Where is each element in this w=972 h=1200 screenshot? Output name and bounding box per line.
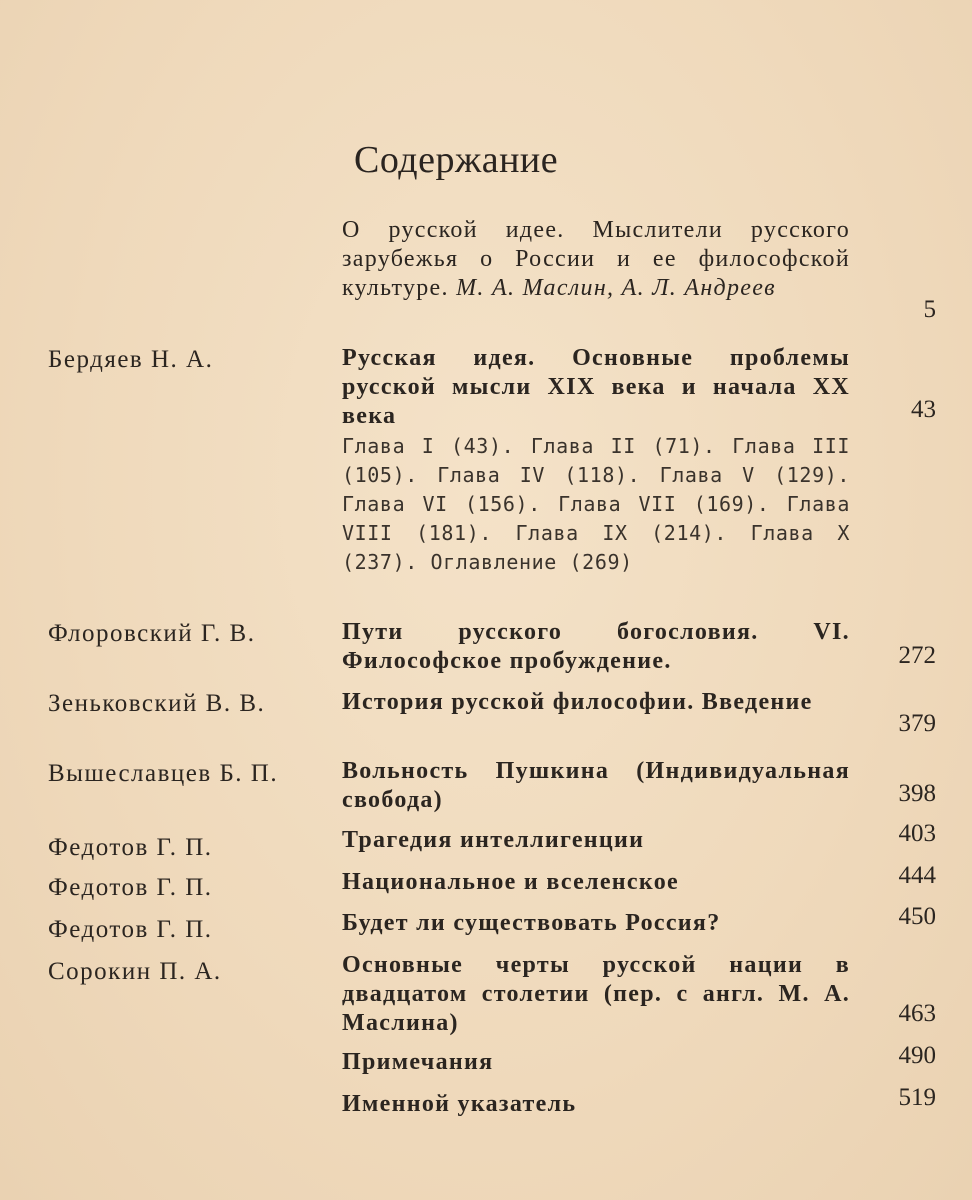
entry-title-sorokin: Основные черты русской нации в двадцатом столетии (пер. с англ. М. А. Маслина) bbox=[342, 952, 850, 1036]
entry-page-sorokin: 463 bbox=[898, 1000, 936, 1027]
entry-title-notes: Примечания bbox=[342, 1049, 494, 1075]
entry-title-zenkovsky: История русской философии. Введение bbox=[342, 689, 813, 715]
entry-title-florovsky: Пути русского богословия. VI. Философское пробуждение. bbox=[342, 619, 850, 674]
author-fedotov-2: Федотов Г. П. bbox=[48, 874, 213, 901]
entry-page-fedotov-2: 444 bbox=[898, 862, 936, 889]
intro-page: 5 bbox=[923, 296, 936, 323]
entry-title-fedotov-1: Трагедия интеллигенции bbox=[342, 827, 645, 853]
entry-page-fedotov-1: 403 bbox=[898, 820, 936, 847]
author-fedotov-1: Федотов Г. П. bbox=[48, 834, 213, 861]
entry-page-zenkovsky: 379 bbox=[898, 710, 936, 737]
entry-page-berdyaev: 43 bbox=[911, 396, 936, 423]
chapter-list-berdyaev: Глава I (43). Глава II (71). Глава III (105). Глава IV (118). Глава V (129). Глава VI (156). Глава VII (169). Глава VIII (181). Глава IX (214). Глава X (237). Оглавление (269) bbox=[342, 434, 850, 574]
entry-page-notes: 490 bbox=[898, 1042, 936, 1069]
entry-title-name-index: Именной указатель bbox=[342, 1091, 577, 1117]
author-fedotov-3: Федотов Г. П. bbox=[48, 916, 213, 943]
intro-entry bbox=[342, 216, 850, 303]
entry-title-fedotov-2: Национальное и вселенское bbox=[342, 869, 679, 895]
entry-page-florovsky: 272 bbox=[898, 642, 936, 669]
entry-page-name-index: 519 bbox=[898, 1084, 936, 1111]
entry-title-berdyaev: Русская идея. Основные проблемы русской мысли XIX века и начала XX века bbox=[342, 345, 850, 429]
entry-title-fedotov-3: Будет ли существовать Россия? bbox=[342, 910, 721, 936]
author-zenkovsky: Зеньковский В. В. bbox=[48, 690, 266, 717]
author-florovsky: Флоровский Г. В. bbox=[48, 620, 256, 647]
entry-title-vysheslavtsev: Вольность Пушкина (Индивидуальная свобода) bbox=[342, 758, 850, 813]
intro-editors: М. А. Маслин, А. Л. Андреев bbox=[456, 275, 776, 301]
entry-page-vysheslavtsev: 398 bbox=[898, 780, 936, 807]
author-berdyaev: Бердяев Н. А. bbox=[48, 346, 214, 373]
author-sorokin: Сорокин П. А. bbox=[48, 958, 222, 985]
page-title: Содержание bbox=[354, 139, 559, 181]
intro-title: О русской идее. Мыслители русского зарубежья о России и ее философской культуре. bbox=[342, 217, 850, 301]
entry-page-fedotov-3: 450 bbox=[898, 903, 936, 930]
author-vysheslavtsev: Вышеславцев Б. П. bbox=[48, 760, 279, 787]
